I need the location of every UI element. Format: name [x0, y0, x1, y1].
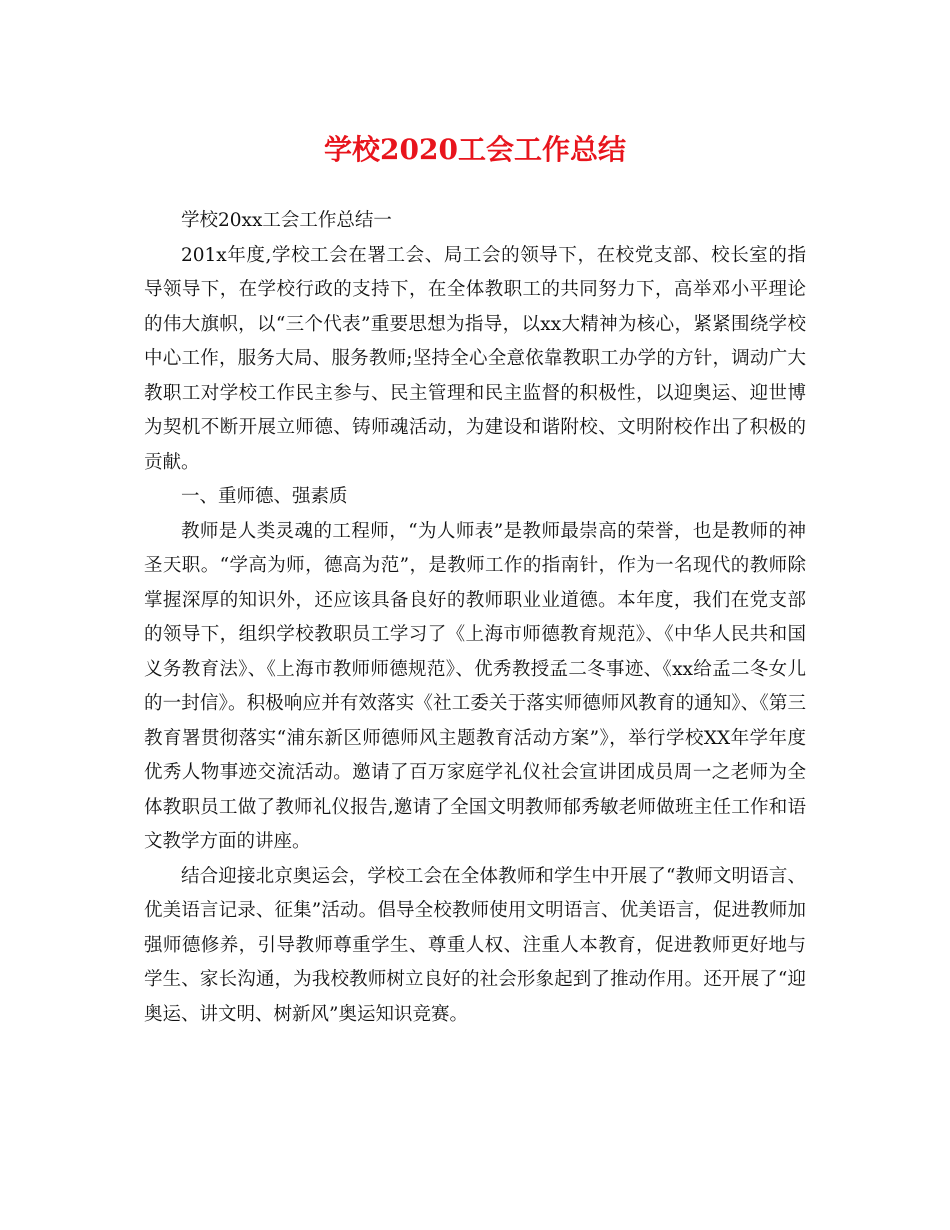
paragraph-olympics: 结合迎接北京奥运会，学校工会在全体教师和学生中开展了“教师文明语言、优美语言记录、征集”活动。倡导全校教师使用文明语言、优美语言，促进教师加强师德修养，引导教师尊重学生、尊重人权、注重人本教育，促进教师更好地与学生、家长沟通，为我校教师树立良好的社会形象起到了推动作用。还开展了“迎奥运、讲文明、树新风”奥运知识竞赛。 [144, 865, 806, 1025]
document-body [144, 204, 806, 1032]
section-heading-2: 一、重师德、强素质 [181, 486, 348, 507]
paragraph-intro: 201x年度,学校工会在署工会、局工会的领导下，在校党支部、校长室的指导领导下，在学校行政的支持下，在全体教职工的共同努力下，高举邓小平理论的伟大旗帜，以“三个代表”重要思想为指导，以xx大精神为核心，紧紧围绕学校中心工作，服务大局、服务教师;坚持全心全意依靠教职工办学的方针，调动广大教职工对学校工作民主参与、民主管理和民主监督的积极性，以迎奥运、迎世博为契机不断开展立师德、铸师魂活动，为建设和谐附校、文明附校作出了积极的贡献。 [144, 244, 806, 473]
document-title: 学校2020工会工作总结 [324, 133, 626, 166]
paragraph-teacher-ethics: 教师是人类灵魂的工程师，“为人师表”是教师最崇高的荣誉，也是教师的神圣天职。“学高为师，德高为范”，是教师工作的指南针，作为一名现代的教师除掌握深厚的知识外，还应该具备良好的教师职业业道德。本年度，我们在党支部的领导下，组织学校教职员工学习了《上海市师德教育规范》、《中华人民共和国义务教育法》、《上海市教师师德规范》、优秀教授孟二冬事迹、《xx给孟二冬女儿的一封信》。积极响应并有效落实《社工委关于落实师德师风教育的通知》、《第三教育署贯彻落实“浦东新区师德师风主题教育活动方案”》，举行学校XX年学年度优秀人物事迹交流活动。邀请了百万家庭学礼仪社会宣讲团成员周一之老师为全体教职员工做了教师礼仪报告,邀请了全国文明教师郁秀敏老师做班主任工作和语文教学方面的讲座。 [144, 520, 806, 852]
section-heading-1: 学校20xx工会工作总结一 [181, 210, 392, 231]
